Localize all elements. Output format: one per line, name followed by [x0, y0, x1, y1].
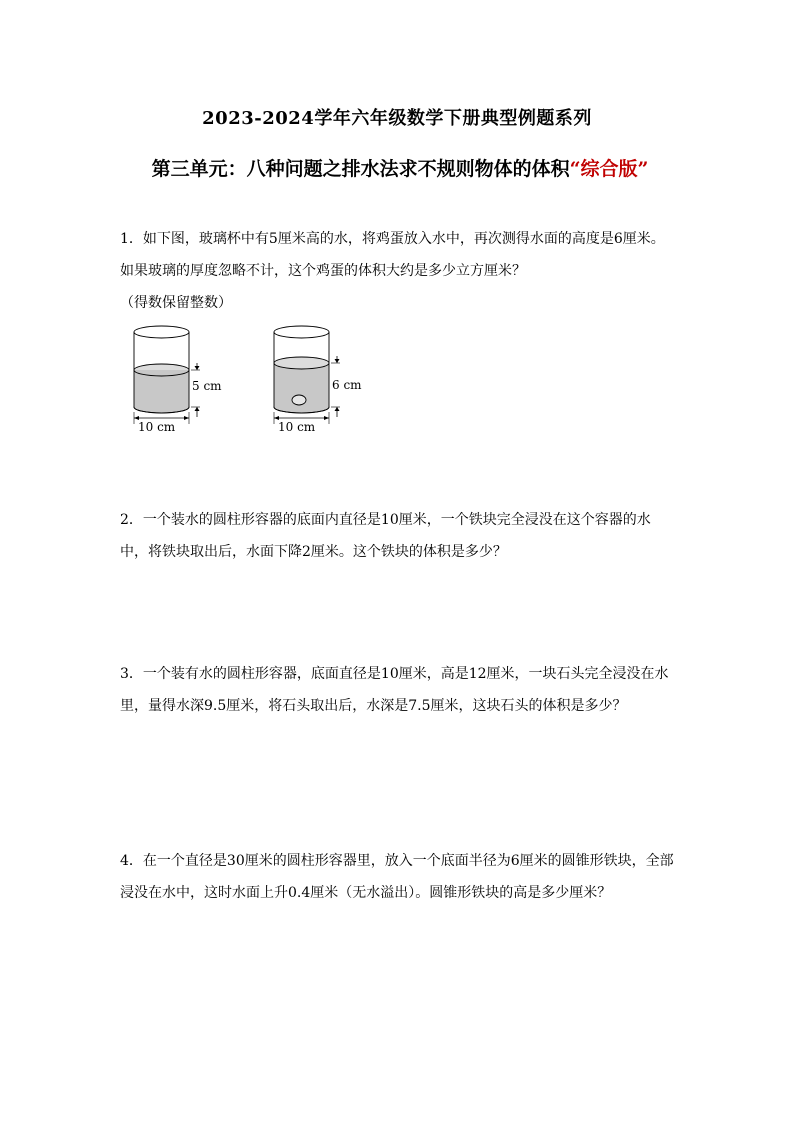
question-number: 3． [120, 666, 143, 682]
right-cup-height-label: 6 cm [332, 378, 362, 392]
question-4 [120, 845, 676, 909]
question-number: 2． [120, 512, 143, 528]
egg [292, 395, 306, 405]
left-cup-height-label: 5 cm [192, 379, 222, 393]
question-text: 在一个直径是30厘米的圆柱形容器里，放入一个底面半径为6厘米的圆锥形铁块，全部浸没在水中，这时水面上升0.4厘米（无水溢出）。圆锥形铁块的高是多少厘米？ [120, 853, 674, 901]
right-cup-water-surface [274, 357, 329, 369]
unit-subtitle [120, 146, 680, 192]
question-number: 1． [120, 231, 143, 247]
question-note: （得数保留整数） [120, 295, 232, 311]
question-2 [120, 504, 676, 568]
cup-figure [118, 320, 378, 436]
unit-subtitle-accent: “综合版” [569, 158, 649, 180]
question-text: 一个装有水的圆柱形容器，底面直径是10厘米，高是12厘米，一块石头完全浸没在水里，量得水深9.5厘米，将石头取出后，水深是7.5厘米，这块石头的体积是多少？ [120, 666, 669, 714]
page-title: 2023-2024学年六年级数学下册典型例题系列 [202, 108, 592, 129]
right-cup-width-label: 10 cm [278, 420, 316, 434]
right-cup-rim [274, 326, 329, 338]
left-cup-width-label: 10 cm [138, 420, 176, 434]
question-number: 4． [120, 853, 143, 869]
question-text: 如下图，玻璃杯中有5厘米高的水，将鸡蛋放入水中，再次测得水面的高度是6厘米。如果玻璃的厚度忽略不计，这个鸡蛋的体积大约是多少立方厘米？ [120, 231, 665, 279]
left-cup-rim [134, 326, 189, 338]
left-cup-diagram [134, 326, 222, 434]
question-text: 一个装水的圆柱形容器的底面内直径是10厘米，一个铁块完全浸没在这个容器的水中，将铁块取出后，水面下降2厘米。这个铁块的体积是多少？ [120, 512, 651, 560]
question-1 [120, 223, 676, 319]
right-cup-diagram [274, 326, 362, 434]
unit-subtitle-main: 第三单元：八种问题之排水法求不规则物体的体积 [151, 158, 570, 180]
question-3 [120, 658, 676, 722]
